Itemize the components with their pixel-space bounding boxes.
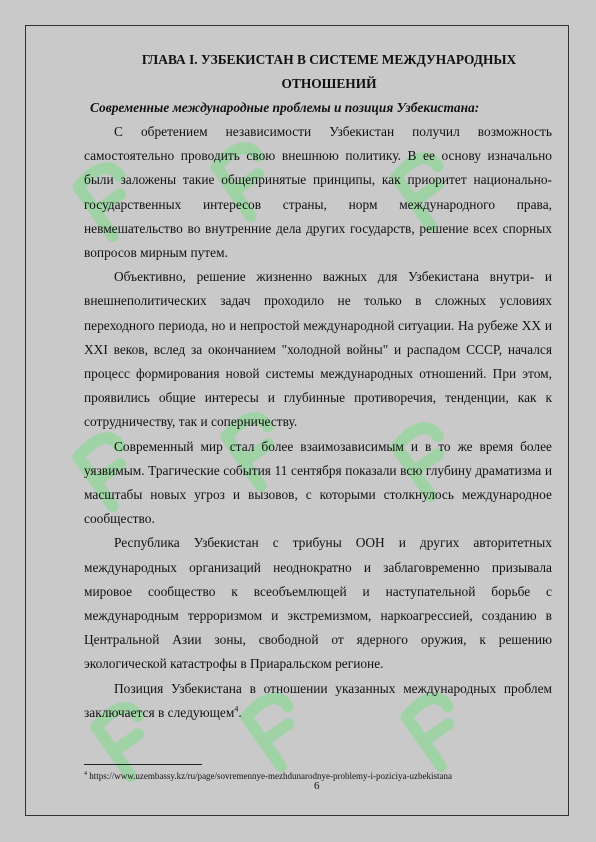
paragraph-end: .: [238, 704, 242, 720]
paragraph: С обретением независимости Узбекистан получил возможность самостоятельно проводить свою внешнюю политику. В ее основу изначально были заложены такие общепринятые принципы, как приоритет национально-государственных интересов страны, норм международного права, невмешательство во внутренние дела других государств, решение всех спорных вопросов мирным путем.: [84, 124, 552, 261]
document-body: [84, 48, 552, 725]
footnote: [84, 768, 452, 782]
footnote-marker: 4: [84, 771, 87, 777]
paragraph: [84, 677, 552, 725]
footnote-reference[interactable]: 4: [234, 704, 239, 714]
chapter-title: ГЛАВА I. УЗБЕКИСТАН В СИСТЕМЕ МЕЖДУНАРОДНЫХ ОТНОШЕНИЙ: [141, 52, 517, 91]
paragraph: Республика Узбекистан с трибуны ООН и других авторитетных международных организаций неоднократно и заблаговременно призывала мировое сообщество к всеобъемлющей и наступательной борьбе с международным терроризмом и экстремизмом, наркоагрессией, созданию в Центральной Азии зоны, свободной от ядерного оружия, к решению экологической катастрофы в Приаральском регионе.: [84, 535, 552, 672]
page-number: 6: [314, 780, 320, 792]
paragraph: Объективно, решение жизненно важных для Узбекистана внутри- и внешнеполитических задач проходило не только в сложных условиях переходного периода, но и непростой международной ситуации. На рубеже XX и XXI веков, вслед за окончанием "холодной войны" и распадом СССР, начался процесс формирования новой системы международных отношений. При этом, проявились общие интересы и глубинные противоречия, тенденции, как к сотрудничеству, так и соперничеству.: [84, 269, 552, 430]
footnote-separator: [84, 764, 202, 765]
section-title: Современные международные проблемы и позиция Узбекистана:: [90, 100, 480, 115]
paragraph-text: Позиция Узбекистана в отношении указанных международных проблем заключается в следующем: [84, 680, 552, 720]
paragraph: Современный мир стал более взаимозависимым и в то же время более уязвимым. Трагические события 11 сентября показали всю глубину драматизма и масштабы новых угроз и вызовов, с которыми столкнулось международное сообщество.: [84, 438, 552, 527]
footnote-link[interactable]: https://www.uzembassy.kz/ru/page/sovremennye-mezhdunarodnye-problemy-i-poziciya-uzbekistana: [87, 771, 452, 781]
